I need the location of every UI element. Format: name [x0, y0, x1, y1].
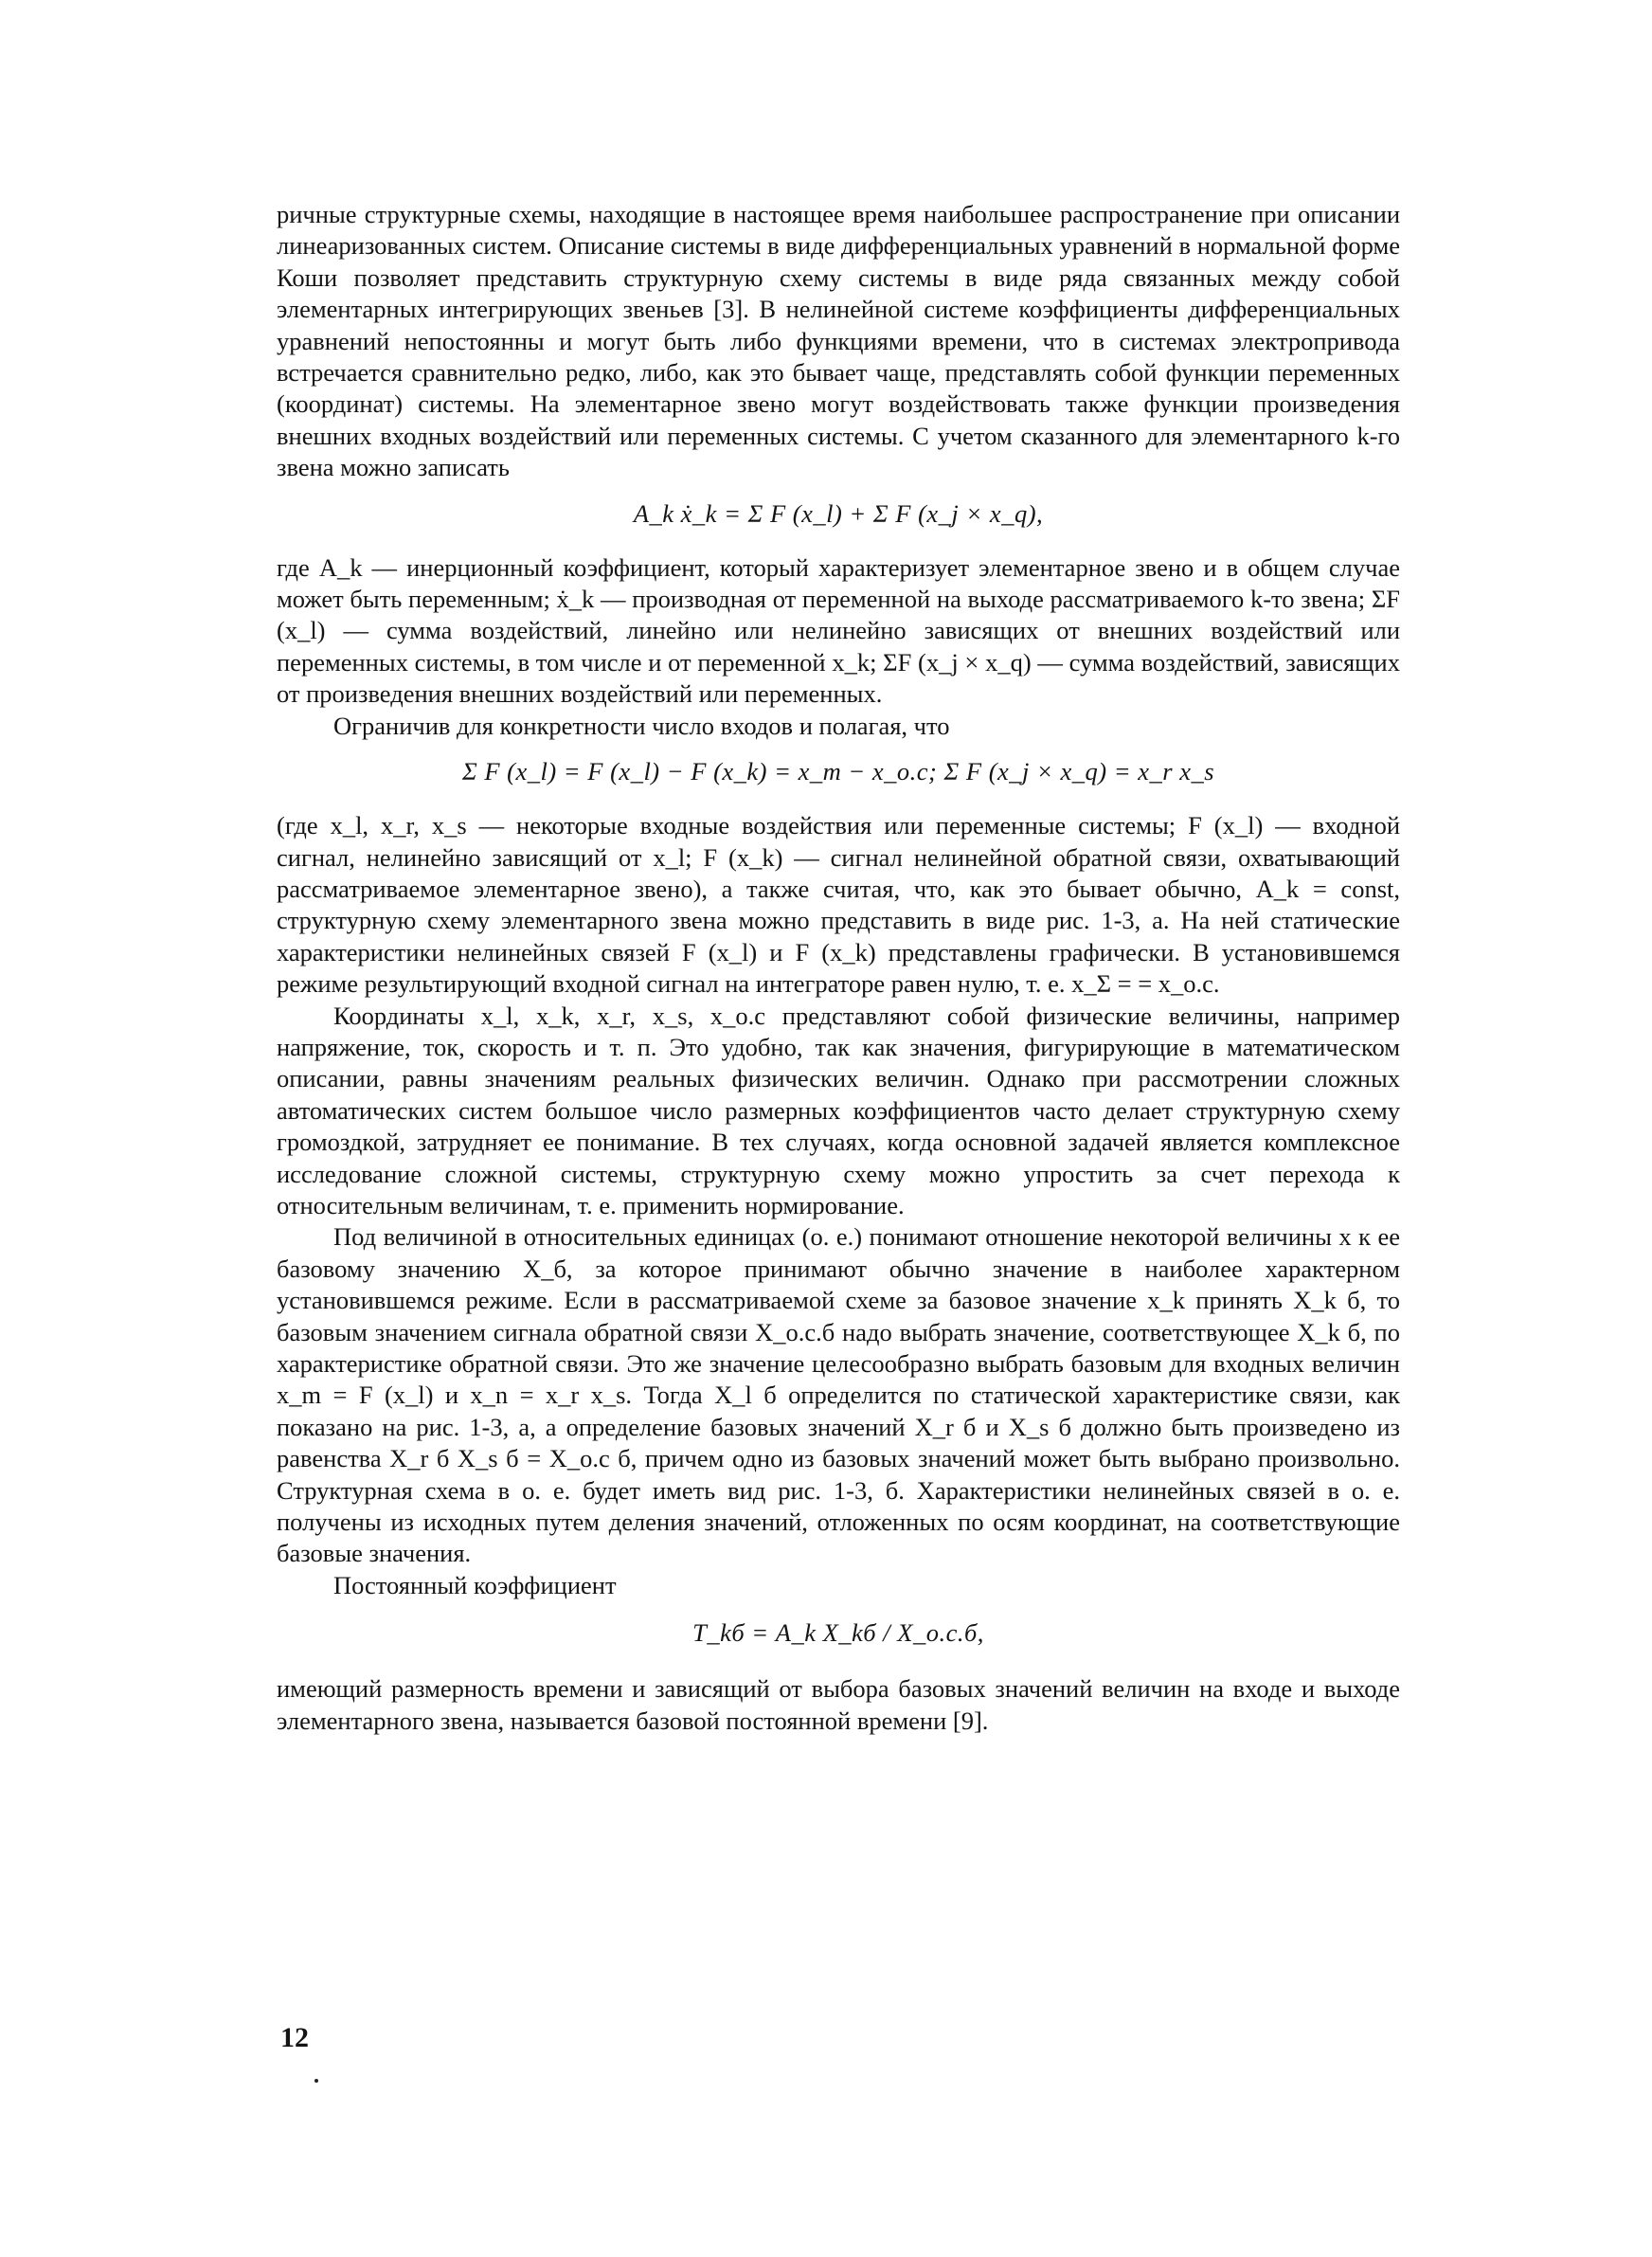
- paragraph-1: [277, 199, 1400, 484]
- formula-1-text: A_k ẋ_k = Σ F (x_l) + Σ F (x_j × x_q),: [633, 498, 1044, 528]
- formula-3: [277, 1616, 1400, 1649]
- paragraph-6: [277, 1221, 1400, 1569]
- page-number: 12: [280, 2022, 309, 2053]
- paragraph-3-text: Ограничив для конкретности число входов и полагая, что: [333, 711, 950, 740]
- page-body: [277, 199, 1400, 1737]
- formula-1: [277, 497, 1400, 530]
- speck-mark: [314, 2079, 318, 2083]
- paragraph-4: [277, 810, 1400, 1000]
- paragraph-2-text: где A_k — инерционный коэффициент, который характеризует элементарное звено и в общем случае может быть переменным; ẋ_k — производная от переменной на выходе рассматриваемого k-то звена; ΣF (x_l) — сумма воздействий, линейно или нелинейно зависящих от внешних воздействий или переменных системы, в том числе и от переменной x_k; ΣF (x_j × x_q) — сумма воздействий, зависящих от произведения внешних воздействий или переменных.: [277, 552, 1400, 709]
- paragraph-6-text: Под величиной в относительных единицах (о. е.) понимают отношение некоторой величины x к ее базовому значению X_б, за которое принимают обычно значение в наиболее характерном установившемся режиме. Если в рассматриваемой схеме за базовое значение x_k принять X_k б, то базовым значением сигнала обратной связи X_о.с.б надо выбрать значение, соответствующее X_k б, по характеристике обратной связи. Это же значение целесообразно выбрать базовым для входных величин x_m = F (x_l) и x_n = x_r x_s. Тогда X_l б определится по статической характеристике связи, как показано на рис. 1-3, а, а определение базовых значений X_r б и X_s б должно быть произведено из равенства X_r б X_s б = X_о.с б, причем одно из базовых значений может быть выбрано произвольно. Структурная схема в о. е. будет иметь вид рис. 1-3, б. Характеристики нелинейных связей в о. е. получены из исходных путем деления значений, отложенных по осям координат, на соответствующие базовые значения.: [277, 1222, 1400, 1568]
- paragraph-5: [277, 1001, 1400, 1222]
- paragraph-5-text: Координаты x_l, x_k, x_r, x_s, x_о.с представляют собой физические величины, например напряжение, ток, скорость и т. п. Это удобно, так как значения, фигурирующие в математическом описании, равны значениям реальных физических величин. Однако при рассмотрении сложных автоматических систем большое число размерных коэффициентов часто делает структурную схему громоздкой, затрудняет ее понимание. В тех случаях, когда основной задачей является комплексное исследование сложной системы, структурную схему можно упростить за счет перехода к относительным величинам, т. е. применить нормирование.: [277, 1001, 1400, 1219]
- paragraph-2: [277, 552, 1400, 711]
- paragraph-8-text: имеющий размерность времени и зависящий от выбора базовых значений величин на входе и выходе элементарного звена, называется базовой постоянной времени [9].: [277, 1674, 1400, 1735]
- paragraph-3: [277, 711, 1400, 742]
- formula-2-text: Σ F (x_l) = F (x_l) − F (x_k) = x_m − x_о.с; Σ F (x_j × x_q) = x_r x_s: [461, 757, 1215, 786]
- formula-2: [277, 755, 1400, 787]
- paragraph-7-text: Постоянный коэффициент: [333, 1570, 617, 1599]
- paragraph-4-text: (где x_l, x_r, x_s — некоторые входные воздействия или переменные системы; F (x_l) — входной сигнал, нелинейно зависящий от x_l; F (x_k) — сигнал нелинейной обратной связи, охватывающий рассматриваемое элементарное звено), а также считая, что, как это бывает обычно, A_k = const, структурную схему элементарного звена можно представить в виде рис. 1-3, а. На ней статические характеристики нелинейных связей F (x_l) и F (x_k) представлены графически. В установившемся режиме результирующий входной сигнал на интеграторе равен нулю, т. е. x_Σ = = x_о.с.: [277, 811, 1400, 999]
- formula-3-text: T_kб = A_k X_kб / X_о.с.б,: [692, 1618, 984, 1648]
- paragraph-8: [277, 1673, 1400, 1737]
- paragraph-7: [277, 1570, 1400, 1601]
- paragraph-1-text: ричные структурные схемы, находящие в настоящее время наибольшее распространение при описании линеаризованных систем. Описание системы в виде дифференциальных уравнений в нормальной форме Коши позволяет представить структурную схему системы в виде ряда связанных между собой элементарных интегрирующих звеньев [3]. В нелинейной системе коэффициенты дифференциальных уравнений непостоянны и могут быть либо функциями времени, что в системах электропривода встречается сравнительно редко, либо, как это бывает чаще, представлять собой функции переменных (координат) системы. На элементарное звено могут воздействовать также функции произведения внешних входных воздействий или переменных системы. С учетом сказанного для элементарного k-го звена можно записать: [277, 200, 1400, 482]
